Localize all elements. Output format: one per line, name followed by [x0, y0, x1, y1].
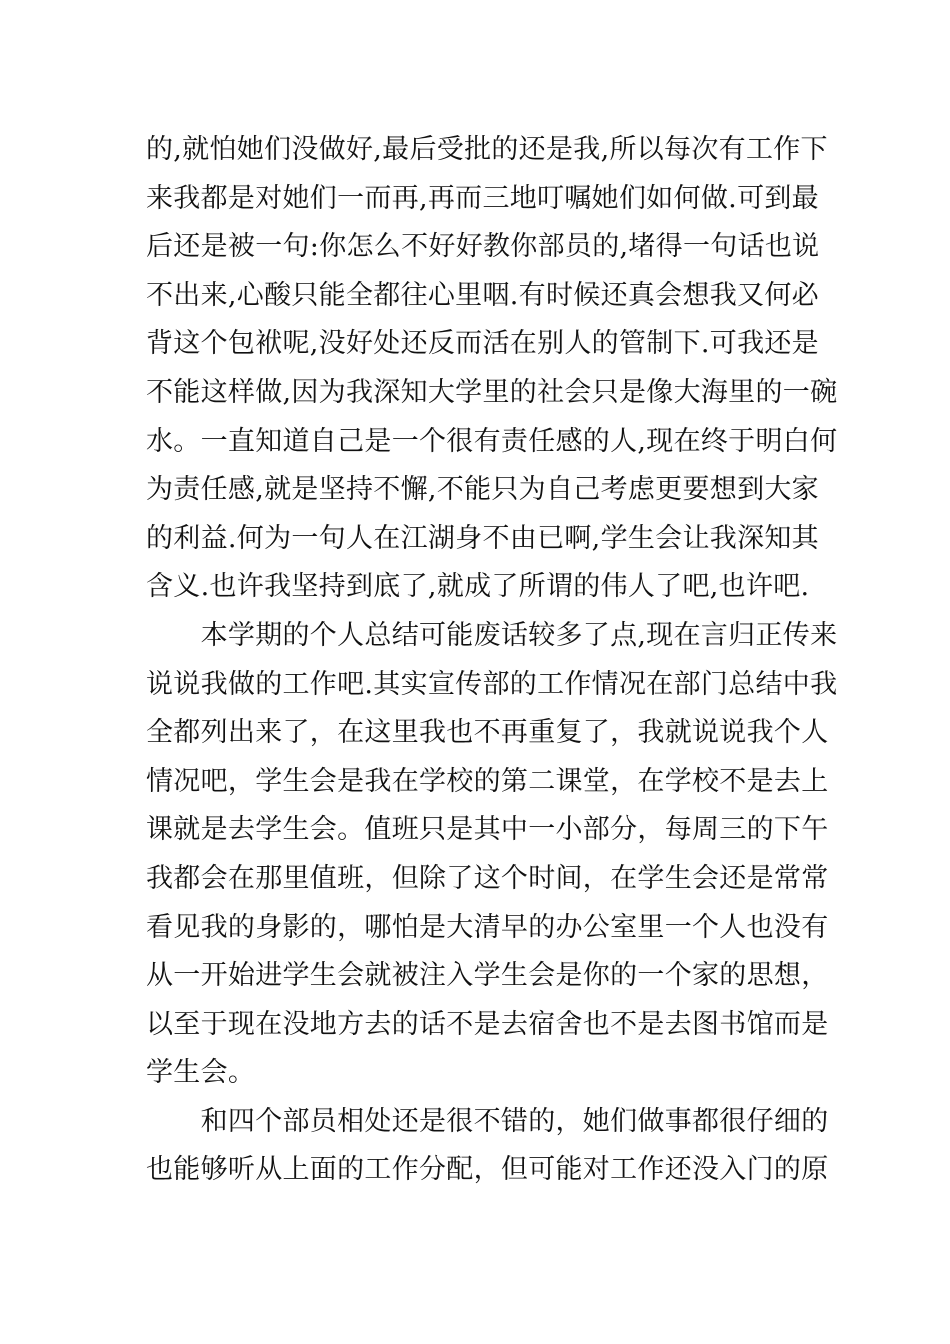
text-line: 课就是去学生会。值班只是其中一小部分，每周三的下午 — [146, 814, 829, 846]
text-line: 水。一直知道自己是一个很有责任感的人,现在终于明白何 — [146, 425, 838, 457]
text-line: 为责任感,就是坚持不懈,不能只为自己考虑更要想到大家 — [146, 474, 819, 506]
text-line: 来我都是对她们一而再,再而三地叮嘱她们如何做.可到最 — [146, 182, 819, 214]
text-line: 的利益.何为一句人在江湖身不由已啊,学生会让我深知其 — [146, 522, 819, 554]
text-line: 本学期的个人总结可能废话较多了点,现在言归正传来 — [146, 619, 838, 651]
text-line: 看见我的身影的，哪怕是大清早的办公室里一个人也没有 — [146, 911, 829, 943]
text-line: 含义.也许我坚持到底了,就成了所谓的伟人了吧,也许吧. — [146, 571, 810, 603]
text-line: 情况吧，学生会是我在学校的第二课堂，在学校不是去上 — [146, 765, 829, 797]
text-line: 的,就怕她们没做好,最后受批的还是我,所以每次有工作下 — [146, 134, 828, 165]
text-line: 和四个部员相处还是很不错的，她们做事都很仔细的 — [146, 1105, 829, 1137]
text-line: 也能够听从上面的工作分配，但可能对工作还没入门的原 — [146, 1154, 829, 1186]
document-body — [146, 126, 838, 1195]
paragraph — [146, 126, 838, 612]
text-line: 不能这样做,因为我深知大学里的社会只是像大海里的一碗 — [146, 376, 838, 408]
text-line: 从一开始进学生会就被注入学生会是你的一个家的思想， — [146, 960, 829, 992]
text-line: 我都会在那里值班，但除了这个时间，在学生会还是常常 — [146, 862, 829, 894]
text-line: 说说我做的工作吧.其实宣传部的工作情况在部门总结中我 — [146, 668, 838, 700]
paragraph — [146, 1098, 829, 1195]
text-line: 全都列出来了，在这里我也不再重复了，我就说说我个人 — [146, 717, 829, 749]
text-line: 后还是被一句:你怎么不好好教你部员的,堵得一句话也说 — [146, 231, 820, 263]
text-line: 学生会。 — [146, 1057, 256, 1089]
paragraph — [146, 612, 838, 1098]
text-line: 以至于现在没地方去的话不是去宿舍也不是去图书馆而是 — [146, 1008, 829, 1040]
text-line: 不出来,心酸只能全都往心里咽.有时候还真会想我又何必 — [146, 279, 819, 311]
text-line: 背这个包袱呢,没好处还反而活在别人的管制下.可我还是 — [146, 328, 819, 360]
